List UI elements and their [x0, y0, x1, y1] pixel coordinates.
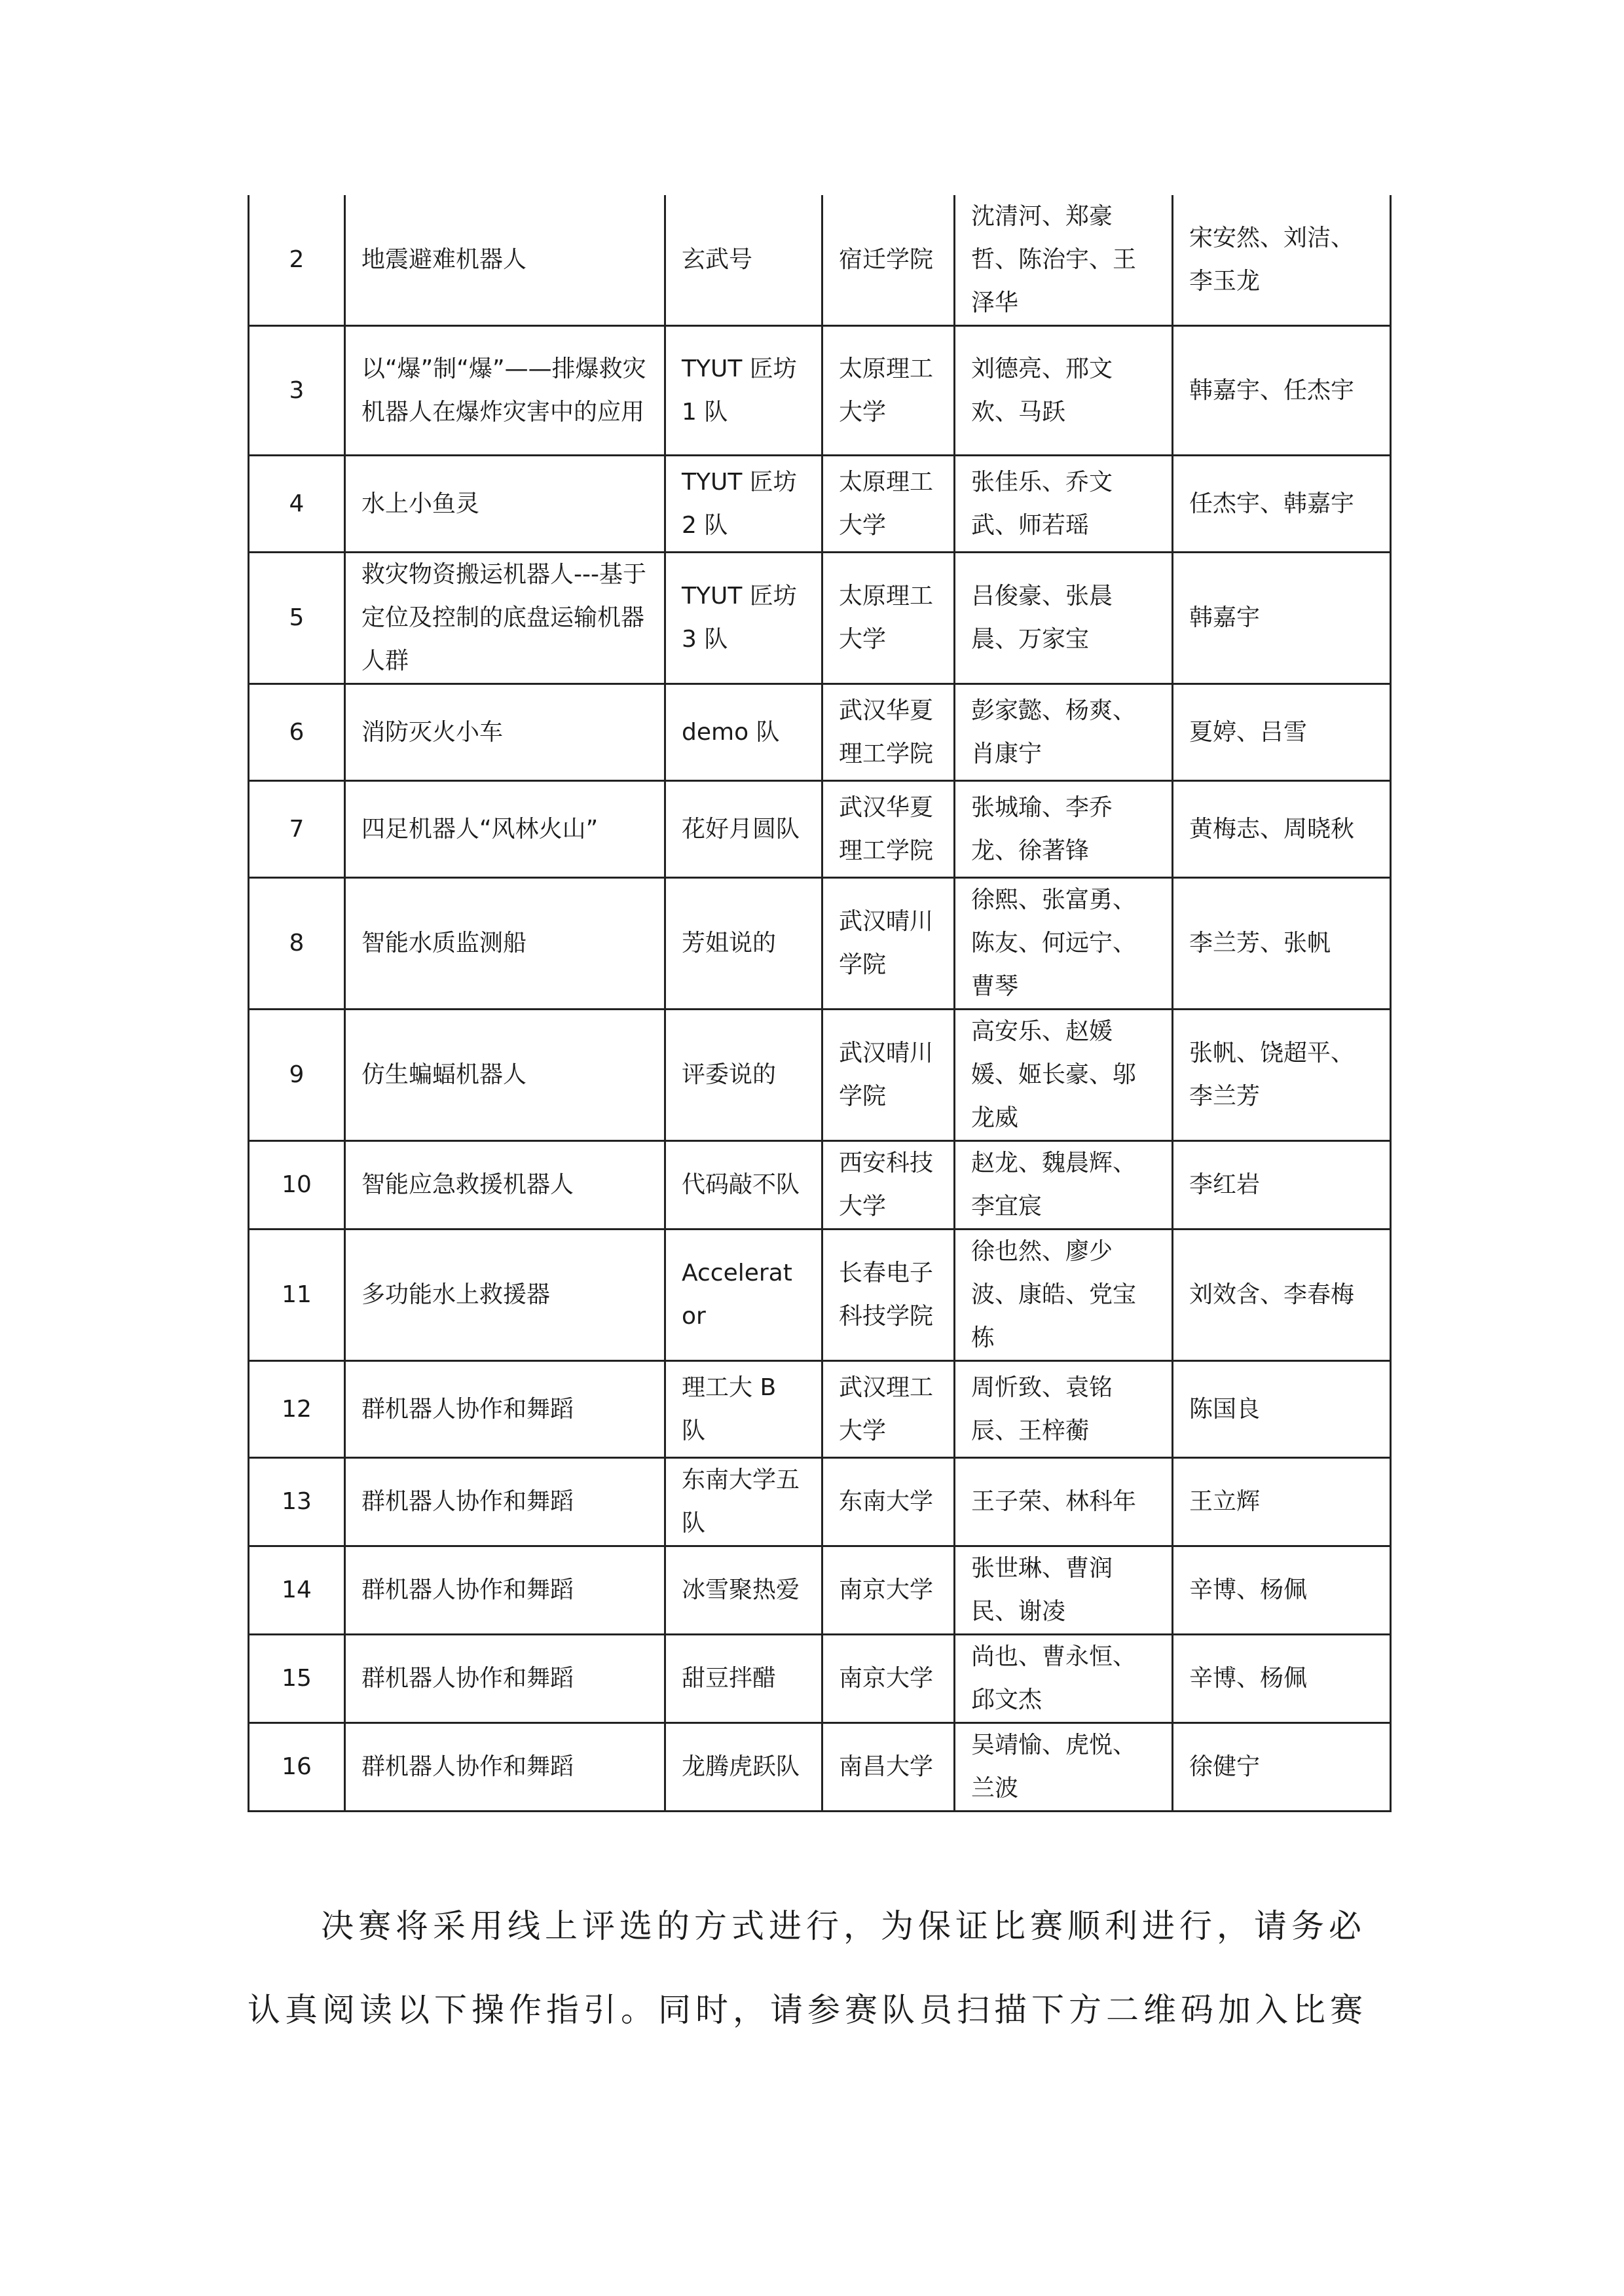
cell-school: 武汉理工大学 — [822, 1361, 955, 1458]
cell-team: 芳姐说的 — [665, 878, 822, 1010]
cell-advisors: 夏婷、吕雪 — [1173, 684, 1391, 781]
cell-members: 王子荣、林科年 — [955, 1458, 1173, 1546]
cell-members: 张城瑜、李乔龙、徐著锋 — [955, 781, 1173, 878]
cell-number: 7 — [249, 781, 345, 878]
cell-school: 武汉华夏理工学院 — [822, 781, 955, 878]
cell-advisors: 辛博、杨佩 — [1173, 1546, 1391, 1635]
cell-school: 长春电子科技学院 — [822, 1230, 955, 1361]
cell-project: 消防灭火小车 — [345, 684, 665, 781]
cell-number: 3 — [249, 326, 345, 456]
cell-project: 多功能水上救援器 — [345, 1230, 665, 1361]
cell-advisors: 任杰宇、韩嘉宇 — [1173, 456, 1391, 553]
cell-project: 水上小鱼灵 — [345, 456, 665, 553]
cell-team: 甜豆拌醋 — [665, 1635, 822, 1723]
cell-project: 智能应急救援机器人 — [345, 1141, 665, 1230]
cell-members: 刘德亮、邢文欢、马跃 — [955, 326, 1173, 456]
cell-number: 4 — [249, 456, 345, 553]
cell-advisors: 韩嘉宇 — [1173, 553, 1391, 684]
cell-number: 11 — [249, 1230, 345, 1361]
cell-team: Accelerator — [665, 1230, 822, 1361]
cell-number: 15 — [249, 1635, 345, 1723]
cell-project: 群机器人协作和舞蹈 — [345, 1723, 665, 1812]
cell-advisors: 李兰芳、张帆 — [1173, 878, 1391, 1010]
table-row — [249, 1635, 1391, 1723]
cell-advisors: 张帆、饶超平、李兰芳 — [1173, 1010, 1391, 1141]
cell-team: 冰雪聚热爱 — [665, 1546, 822, 1635]
cell-members: 张世琳、曹润民、谢凌 — [955, 1546, 1173, 1635]
cell-advisors: 王立辉 — [1173, 1458, 1391, 1546]
cell-members: 徐也然、廖少波、康皓、党宝栋 — [955, 1230, 1173, 1361]
cell-advisors: 辛博、杨佩 — [1173, 1635, 1391, 1723]
cell-school: 西安科技大学 — [822, 1141, 955, 1230]
table-row — [249, 1141, 1391, 1230]
cell-school: 南京大学 — [822, 1635, 955, 1723]
instruction-paragraph-line-2: 认真阅读以下操作指引。同时，请参赛队员扫描下方二维码加入比赛 — [248, 1991, 1367, 2029]
cell-members: 高安乐、赵媛媛、姬长豪、邬龙威 — [955, 1010, 1173, 1141]
cell-team: TYUT 匠坊 3 队 — [665, 553, 822, 684]
cell-number: 8 — [249, 878, 345, 1010]
cell-team: TYUT 匠坊 1 队 — [665, 326, 822, 456]
table-row — [249, 878, 1391, 1010]
cell-advisors: 李红岩 — [1173, 1141, 1391, 1230]
cell-team: 理工大 B 队 — [665, 1361, 822, 1458]
cell-team: 评委说的 — [665, 1010, 822, 1141]
table-row — [249, 1458, 1391, 1546]
table-row — [249, 456, 1391, 553]
cell-advisors: 韩嘉宇、任杰宇 — [1173, 326, 1391, 456]
cell-school: 太原理工大学 — [822, 326, 955, 456]
table-row — [249, 684, 1391, 781]
table-row — [249, 781, 1391, 878]
cell-project: 地震避难机器人 — [345, 195, 665, 326]
table-row — [249, 1361, 1391, 1458]
cell-members: 赵龙、魏晨辉、李宜宸 — [955, 1141, 1173, 1230]
cell-members: 尚也、曹永恒、邱文杰 — [955, 1635, 1173, 1723]
table-row — [249, 1723, 1391, 1812]
results-table-body — [249, 195, 1391, 1812]
cell-project: 仿生蝙蝠机器人 — [345, 1010, 665, 1141]
table-row — [249, 326, 1391, 456]
table-row — [249, 553, 1391, 684]
table-row — [249, 195, 1391, 326]
cell-team: 玄武号 — [665, 195, 822, 326]
cell-project: 群机器人协作和舞蹈 — [345, 1546, 665, 1635]
cell-advisors: 徐健宁 — [1173, 1723, 1391, 1812]
cell-members: 彭家懿、杨爽、肖康宁 — [955, 684, 1173, 781]
cell-team: demo 队 — [665, 684, 822, 781]
table-row — [249, 1230, 1391, 1361]
cell-number: 16 — [249, 1723, 345, 1812]
cell-school: 南昌大学 — [822, 1723, 955, 1812]
cell-school: 太原理工大学 — [822, 456, 955, 553]
cell-number: 12 — [249, 1361, 345, 1458]
cell-school: 东南大学 — [822, 1458, 955, 1546]
cell-number: 10 — [249, 1141, 345, 1230]
cell-members: 吕俊豪、张晨晨、万家宝 — [955, 553, 1173, 684]
cell-team: 花好月圆队 — [665, 781, 822, 878]
cell-school: 太原理工大学 — [822, 553, 955, 684]
cell-project: 智能水质监测船 — [345, 878, 665, 1010]
cell-school: 武汉晴川学院 — [822, 878, 955, 1010]
cell-members: 徐熙、张富勇、陈友、何远宁、曹琴 — [955, 878, 1173, 1010]
cell-project: 群机器人协作和舞蹈 — [345, 1361, 665, 1458]
cell-number: 14 — [249, 1546, 345, 1635]
cell-members: 周忻致、袁铭辰、王梓蘅 — [955, 1361, 1173, 1458]
cell-members: 沈清河、郑豪哲、陈治宇、王泽华 — [955, 195, 1173, 326]
cell-members: 吴靖愉、虎悦、兰波 — [955, 1723, 1173, 1812]
cell-project: 四足机器人“风林火山” — [345, 781, 665, 878]
cell-school: 武汉华夏理工学院 — [822, 684, 955, 781]
cell-team: 龙腾虎跃队 — [665, 1723, 822, 1812]
cell-advisors: 刘效含、李春梅 — [1173, 1230, 1391, 1361]
cell-advisors: 陈国良 — [1173, 1361, 1391, 1458]
cell-team: 代码敲不队 — [665, 1141, 822, 1230]
cell-advisors: 黄梅志、周晓秋 — [1173, 781, 1391, 878]
cell-school: 宿迁学院 — [822, 195, 955, 326]
cell-advisors: 宋安然、刘洁、李玉龙 — [1173, 195, 1391, 326]
cell-number: 9 — [249, 1010, 345, 1141]
cell-project: 群机器人协作和舞蹈 — [345, 1635, 665, 1723]
cell-number: 6 — [249, 684, 345, 781]
instruction-paragraph-line-1: 决赛将采用线上评选的方式进行，为保证比赛顺利进行，请务必 — [321, 1907, 1366, 1945]
cell-project: 群机器人协作和舞蹈 — [345, 1458, 665, 1546]
cell-project: 救灾物资搬运机器人---基于定位及控制的底盘运输机器人群 — [345, 553, 665, 684]
cell-number: 5 — [249, 553, 345, 684]
cell-number: 2 — [249, 195, 345, 326]
cell-team: TYUT 匠坊 2 队 — [665, 456, 822, 553]
cell-school: 武汉晴川学院 — [822, 1010, 955, 1141]
cell-project: 以“爆”制“爆”——排爆救灾机器人在爆炸灾害中的应用 — [345, 326, 665, 456]
cell-school: 南京大学 — [822, 1546, 955, 1635]
cell-number: 13 — [249, 1458, 345, 1546]
cell-team: 东南大学五队 — [665, 1458, 822, 1546]
results-table — [248, 195, 1392, 1812]
table-row — [249, 1010, 1391, 1141]
table-row — [249, 1546, 1391, 1635]
cell-members: 张佳乐、乔文武、师若瑶 — [955, 456, 1173, 553]
